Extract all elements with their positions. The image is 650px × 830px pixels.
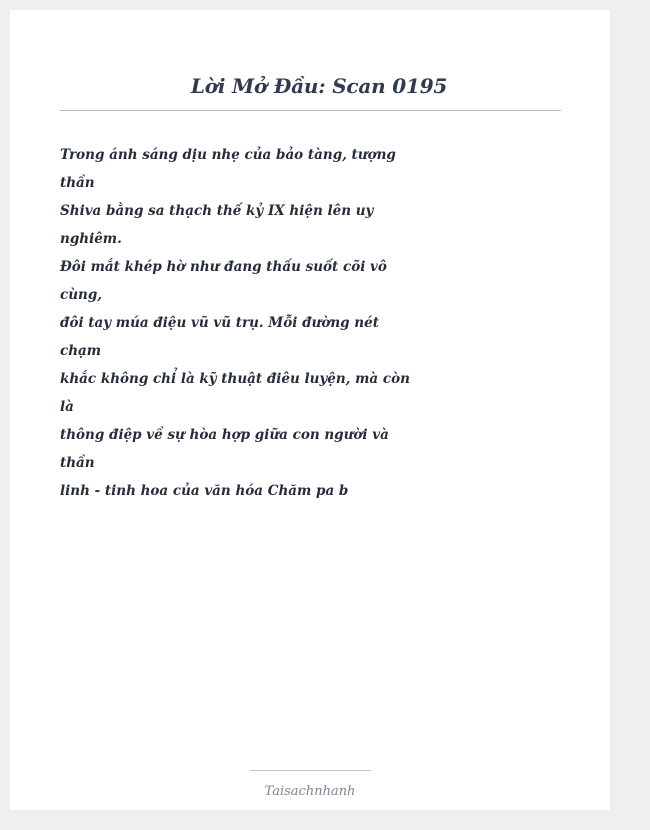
body-line: nghiêm. <box>60 231 122 247</box>
page-title: Lời Mở Đầu: Scan 0195 <box>190 74 448 98</box>
body-line: khắc không chỉ là kỹ thuật điêu luyện, mà còn <box>60 371 410 387</box>
footer-label: Taisachnhanh <box>264 784 356 799</box>
body-line: thần <box>60 175 95 191</box>
footer-divider <box>250 770 371 771</box>
body-line: Shiva bằng sa thạch thế kỷ IX hiện lên uy <box>60 203 374 219</box>
body-line: đôi tay múa điệu vũ vũ trụ. Mỗi đường nét <box>60 315 379 331</box>
body-line: là <box>60 399 74 415</box>
body-line: cùng, <box>60 287 102 303</box>
document-page <box>10 10 610 810</box>
body-line: chạm <box>60 343 102 359</box>
body-line: thần <box>60 455 95 471</box>
title-divider <box>60 110 561 111</box>
body-text <box>60 141 410 505</box>
body-line: thông điệp về sự hòa hợp giữa con người và <box>60 427 389 443</box>
body-line: linh - tinh hoa của văn hóa Chăm pa b <box>60 483 349 499</box>
body-line: Đôi mắt khép hờ như đang thấu suốt cõi vô <box>60 259 387 275</box>
body-line: Trong ánh sáng dịu nhẹ của bảo tàng, tượng <box>60 147 396 163</box>
